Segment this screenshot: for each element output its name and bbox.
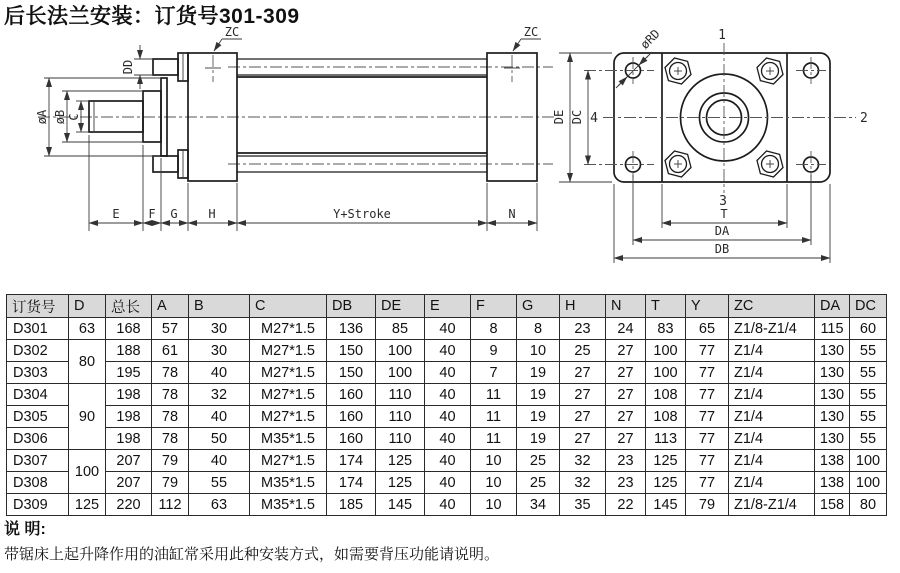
table-cell: 40 — [425, 428, 471, 450]
column-header: DA — [815, 295, 850, 318]
table-cell: 40 — [425, 340, 471, 362]
label-dd: DD — [121, 59, 135, 75]
table-cell: Z1/8-Z1/4 — [729, 318, 815, 340]
table-cell: 77 — [686, 472, 729, 494]
column-header: T — [646, 295, 686, 318]
column-header: N — [606, 295, 646, 318]
table-cell: 90 — [69, 384, 106, 450]
table-cell: Z1/4 — [729, 362, 815, 384]
table-cell: D301 — [7, 318, 69, 340]
table-cell: Z1/4 — [729, 428, 815, 450]
table-cell: 125 — [69, 494, 106, 516]
table-cell: 23 — [606, 450, 646, 472]
table-cell: 113 — [646, 428, 686, 450]
table-cell: D302 — [7, 340, 69, 362]
label-zc-front: ZC — [224, 25, 240, 39]
hex-nut — [665, 151, 691, 177]
table-row — [7, 362, 887, 384]
table-cell: 25 — [517, 450, 560, 472]
note-heading: 说 明: — [4, 521, 46, 538]
table-cell: 108 — [646, 384, 686, 406]
table-cell: Z1/4 — [729, 450, 815, 472]
table-cell: 27 — [606, 384, 646, 406]
table-cell: 34 — [517, 494, 560, 516]
table-cell: 10 — [517, 340, 560, 362]
hex-nut — [665, 58, 691, 84]
table-cell: 100 — [646, 362, 686, 384]
table-cell: 50 — [189, 428, 250, 450]
table-cell: 40 — [189, 406, 250, 428]
table-cell: 40 — [425, 494, 471, 516]
label-t: T — [720, 207, 728, 221]
column-header: F — [471, 295, 517, 318]
table-cell: Z1/4 — [729, 340, 815, 362]
table-cell: D309 — [7, 494, 69, 516]
table-cell: 27 — [606, 406, 646, 428]
table-row — [7, 318, 887, 340]
table-cell: 79 — [152, 472, 189, 494]
table-cell: 77 — [686, 428, 729, 450]
table-cell: 198 — [106, 428, 152, 450]
table-cell: 77 — [686, 340, 729, 362]
table-cell: 100 — [376, 362, 425, 384]
table-cell: 185 — [327, 494, 376, 516]
table-cell: M35*1.5 — [250, 494, 327, 516]
table-row — [7, 428, 887, 450]
table-cell: 145 — [646, 494, 686, 516]
table-cell: 78 — [152, 384, 189, 406]
table-cell: 60 — [850, 318, 887, 340]
table-cell: 125 — [376, 450, 425, 472]
table-cell: D308 — [7, 472, 69, 494]
table-cell: 25 — [560, 340, 606, 362]
table-cell: 100 — [69, 450, 106, 494]
hex-nut — [757, 58, 783, 84]
column-header: G — [517, 295, 560, 318]
table-cell: 27 — [606, 428, 646, 450]
table-cell: 11 — [471, 406, 517, 428]
table-cell: 130 — [815, 384, 850, 406]
table-cell: 77 — [686, 406, 729, 428]
label-dia-a: øA — [35, 109, 49, 125]
table-cell: 27 — [560, 362, 606, 384]
column-header: B — [189, 295, 250, 318]
table-cell: 61 — [152, 340, 189, 362]
table-row — [7, 450, 887, 472]
table-cell: 160 — [327, 428, 376, 450]
table-cell: 168 — [106, 318, 152, 340]
table-cell: 63 — [69, 318, 106, 340]
table-row — [7, 494, 887, 516]
table-cell: 83 — [646, 318, 686, 340]
label-da: DA — [714, 224, 730, 238]
table-cell: 22 — [606, 494, 646, 516]
table-cell: 11 — [471, 384, 517, 406]
label-zc-rear: ZC — [523, 25, 539, 39]
table-cell: 198 — [106, 384, 152, 406]
label-f: F — [148, 207, 156, 221]
table-cell: 150 — [327, 340, 376, 362]
table-cell: 8 — [517, 318, 560, 340]
table-cell: M27*1.5 — [250, 340, 327, 362]
table-cell: 30 — [189, 340, 250, 362]
table-cell: 23 — [560, 318, 606, 340]
table-cell: 40 — [425, 406, 471, 428]
table-row — [7, 472, 887, 494]
column-header: D — [69, 295, 106, 318]
table-cell: 7 — [471, 362, 517, 384]
table-cell: 9 — [471, 340, 517, 362]
table-cell: 80 — [850, 494, 887, 516]
table-cell: 150 — [327, 362, 376, 384]
table-cell: 77 — [686, 450, 729, 472]
table-cell: 40 — [189, 362, 250, 384]
table-cell: 130 — [815, 362, 850, 384]
column-header: ZC — [729, 295, 815, 318]
label-c: C — [67, 113, 81, 121]
table-cell: 136 — [327, 318, 376, 340]
table-cell: 40 — [425, 362, 471, 384]
table-cell: 19 — [517, 428, 560, 450]
table-cell: 27 — [560, 428, 606, 450]
table-cell: M27*1.5 — [250, 406, 327, 428]
table-cell: 125 — [646, 472, 686, 494]
table-cell: 55 — [850, 340, 887, 362]
label-g: G — [170, 207, 178, 221]
table-cell: 63 — [189, 494, 250, 516]
table-cell: 160 — [327, 406, 376, 428]
note-section — [4, 516, 499, 564]
table-cell: 207 — [106, 450, 152, 472]
table-cell: 77 — [686, 384, 729, 406]
table-cell: Z1/4 — [729, 406, 815, 428]
table-cell: 125 — [646, 450, 686, 472]
table-cell: 79 — [152, 450, 189, 472]
label-n: N — [508, 207, 516, 221]
front-view — [552, 27, 868, 263]
table-cell: 79 — [686, 494, 729, 516]
table-cell: D303 — [7, 362, 69, 384]
table-cell: 32 — [189, 384, 250, 406]
table-cell: M27*1.5 — [250, 384, 327, 406]
table-cell: 130 — [815, 428, 850, 450]
table-cell: 160 — [327, 384, 376, 406]
table-cell: 138 — [815, 450, 850, 472]
table-cell: Z1/4 — [729, 384, 815, 406]
label-y-stroke: Y+Stroke — [333, 207, 391, 221]
column-header: H — [560, 295, 606, 318]
table-cell: 11 — [471, 428, 517, 450]
table-cell: 125 — [376, 472, 425, 494]
table-cell: 35 — [560, 494, 606, 516]
table-cell: 85 — [376, 318, 425, 340]
label-dia-b: øB — [53, 109, 67, 125]
axis-label-right: 2 — [860, 111, 868, 126]
table-cell: 32 — [560, 450, 606, 472]
label-dc: DC — [570, 109, 584, 125]
column-header: 订货号 — [7, 295, 69, 318]
table-cell: 110 — [376, 406, 425, 428]
table-cell: 40 — [425, 318, 471, 340]
table-cell: 40 — [425, 472, 471, 494]
table-cell: M27*1.5 — [250, 450, 327, 472]
table-cell: 40 — [425, 384, 471, 406]
table-cell: 100 — [376, 340, 425, 362]
table-cell: 130 — [815, 340, 850, 362]
table-cell: 78 — [152, 428, 189, 450]
table-cell: 65 — [686, 318, 729, 340]
table-cell: 40 — [425, 450, 471, 472]
axis-label-top: 1 — [718, 28, 726, 43]
table-cell: 27 — [606, 340, 646, 362]
table-cell: 55 — [189, 472, 250, 494]
table-cell: 174 — [327, 450, 376, 472]
table-cell: Z1/8-Z1/4 — [729, 494, 815, 516]
table-cell: 220 — [106, 494, 152, 516]
table-cell: 110 — [376, 428, 425, 450]
table-cell: 40 — [189, 450, 250, 472]
table-cell: 77 — [686, 362, 729, 384]
table-cell: 10 — [471, 472, 517, 494]
table-cell: 130 — [815, 406, 850, 428]
column-header: A — [152, 295, 189, 318]
table-cell: 158 — [815, 494, 850, 516]
table-cell: 32 — [560, 472, 606, 494]
table-cell: Z1/4 — [729, 472, 815, 494]
column-header: DE — [376, 295, 425, 318]
table-cell: 19 — [517, 362, 560, 384]
table-cell: 30 — [189, 318, 250, 340]
label-db: DB — [714, 242, 730, 256]
table-cell: 110 — [376, 384, 425, 406]
side-view — [35, 25, 556, 231]
table-cell: M27*1.5 — [250, 318, 327, 340]
table-cell: 138 — [815, 472, 850, 494]
table-cell: 78 — [152, 406, 189, 428]
table-cell: 112 — [152, 494, 189, 516]
table-cell: 57 — [152, 318, 189, 340]
table-cell: 27 — [606, 362, 646, 384]
table-cell: 23 — [606, 472, 646, 494]
table-row — [7, 384, 887, 406]
table-cell: 55 — [850, 384, 887, 406]
table-cell: 100 — [646, 340, 686, 362]
table-cell: 188 — [106, 340, 152, 362]
table-cell: 108 — [646, 406, 686, 428]
label-de: DE — [552, 109, 566, 125]
axis-label-left: 4 — [590, 111, 598, 126]
column-header: DC — [850, 295, 887, 318]
column-header: Y — [686, 295, 729, 318]
table-cell: D307 — [7, 450, 69, 472]
hex-nut — [757, 151, 783, 177]
table-cell: 24 — [606, 318, 646, 340]
table-cell: 78 — [152, 362, 189, 384]
table-header — [7, 295, 887, 318]
table-cell: 207 — [106, 472, 152, 494]
technical-drawing — [0, 25, 900, 293]
table-cell: 198 — [106, 406, 152, 428]
label-h: H — [208, 207, 216, 221]
table-cell: 19 — [517, 384, 560, 406]
table-cell: 10 — [471, 494, 517, 516]
table-cell: 100 — [850, 472, 887, 494]
label-dia-rd: øRD — [637, 26, 663, 52]
page-title: 后长法兰安装：订货号301-309 — [4, 5, 300, 28]
table-cell: 174 — [327, 472, 376, 494]
table-cell: 10 — [471, 450, 517, 472]
table-cell: 100 — [850, 450, 887, 472]
note-body: 带锯床上起升降作用的油缸常采用此种安装方式，如需要背压功能请说明。 — [4, 546, 500, 563]
column-header: E — [425, 295, 471, 318]
table-cell: D306 — [7, 428, 69, 450]
table-cell: 195 — [106, 362, 152, 384]
column-header: C — [250, 295, 327, 318]
table-cell: 19 — [517, 406, 560, 428]
table-cell: 80 — [69, 340, 106, 384]
table-cell: D304 — [7, 384, 69, 406]
spec-table — [6, 294, 887, 516]
table-cell: 115 — [815, 318, 850, 340]
table-cell: 8 — [471, 318, 517, 340]
table-cell: 27 — [560, 406, 606, 428]
table-cell: M27*1.5 — [250, 362, 327, 384]
table-cell: 55 — [850, 362, 887, 384]
table-row — [7, 340, 887, 362]
table-cell: 55 — [850, 428, 887, 450]
column-header: 总长 — [106, 295, 152, 318]
table-cell: 55 — [850, 406, 887, 428]
table-cell: 25 — [517, 472, 560, 494]
axis-label-bottom: 3 — [719, 194, 727, 209]
label-e: E — [112, 207, 120, 221]
table-cell: D305 — [7, 406, 69, 428]
table-cell: 27 — [560, 384, 606, 406]
table-cell: M35*1.5 — [250, 472, 327, 494]
column-header: DB — [327, 295, 376, 318]
table-row — [7, 406, 887, 428]
table-cell: 145 — [376, 494, 425, 516]
table-cell: M35*1.5 — [250, 428, 327, 450]
